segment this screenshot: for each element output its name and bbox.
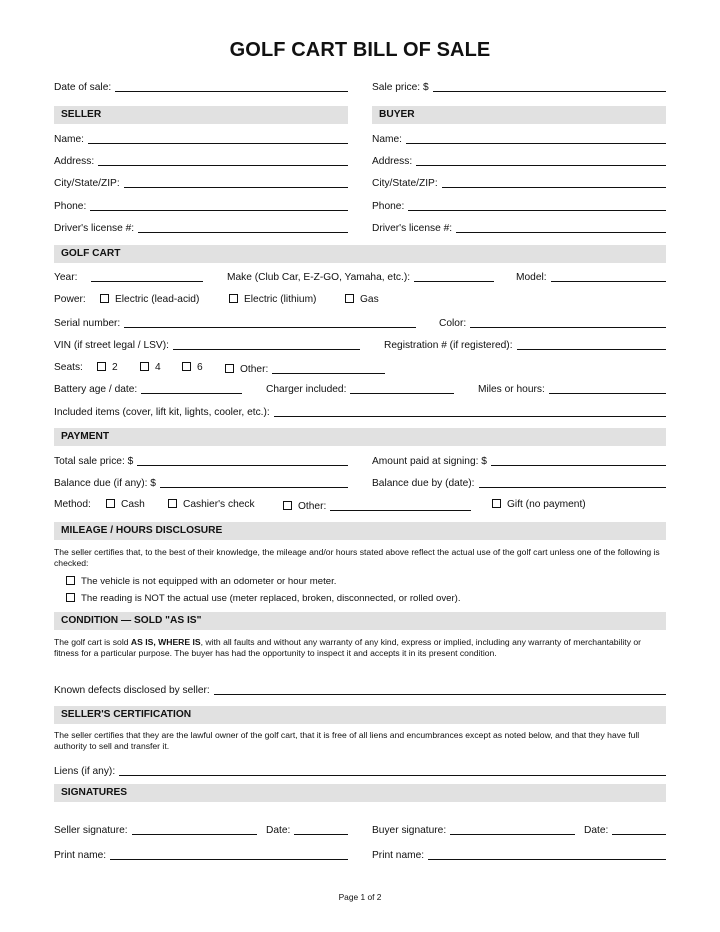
known-defects-field[interactable]: [54, 683, 666, 696]
method-cashiers-check-option[interactable]: [168, 499, 255, 510]
miles-line[interactable]: [549, 382, 666, 394]
condition-header: CONDITION — SOLD "AS IS": [54, 612, 666, 630]
buyer-name-label: Name:: [372, 134, 403, 145]
included-items-line[interactable]: [274, 405, 666, 417]
seller-signature-line[interactable]: [132, 823, 257, 835]
date-of-sale-label: Date of sale:: [54, 82, 112, 93]
method-other-line[interactable]: [330, 499, 471, 511]
seats-6-label: 6: [197, 362, 203, 373]
seller-license-label: Driver's license #:: [54, 223, 135, 234]
seller-phone-label: Phone:: [54, 201, 87, 212]
liens-row: [54, 764, 666, 780]
power-lithium-label: Electric (lithium): [244, 294, 317, 305]
method-cashiers-check-label: Cashier's check: [183, 499, 255, 510]
condition-text-a: The golf cart is sold: [54, 637, 131, 647]
miles-field[interactable]: [478, 382, 666, 395]
serial-color-row: [54, 316, 666, 332]
method-cashiers-check-checkbox[interactable]: [168, 499, 177, 508]
seats-row: [54, 362, 666, 378]
seats-option-4[interactable]: [140, 362, 161, 373]
included-items-field[interactable]: [54, 405, 666, 418]
method-other-label: Other:: [298, 501, 327, 512]
miles-label: Miles or hours:: [478, 384, 545, 395]
balance-due-by-label: Balance due by (date):: [372, 478, 475, 489]
included-row: [54, 405, 666, 421]
name-row: [54, 132, 666, 148]
model-field[interactable]: [516, 270, 666, 283]
seller-print-name-field[interactable]: [54, 848, 348, 861]
year-label: Year:: [54, 272, 78, 283]
year-line[interactable]: [91, 270, 203, 282]
seller-address-label: Address:: [54, 156, 95, 167]
seats-other-label: Other:: [240, 364, 269, 375]
registration-label: Registration # (if registered):: [384, 340, 513, 351]
amount-paid-line[interactable]: [491, 454, 666, 466]
seller-city-field[interactable]: [54, 176, 348, 189]
model-line[interactable]: [551, 270, 666, 282]
condition-statement: [54, 637, 666, 659]
balance-due-field[interactable]: [54, 476, 348, 489]
known-defects-label: Known defects disclosed by seller:: [54, 685, 210, 696]
mileage-option-1-row: [54, 576, 666, 589]
defects-row: [54, 683, 666, 699]
battery-row: [54, 382, 666, 398]
seller-print-name-line[interactable]: [110, 848, 348, 860]
sale-price-label: Sale price: $: [372, 82, 429, 93]
buyer-license-label: Driver's license #:: [372, 223, 453, 234]
color-label: Color:: [439, 318, 467, 329]
seller-license-line[interactable]: [138, 221, 348, 233]
vin-line[interactable]: [173, 338, 360, 350]
buyer-date-line[interactable]: [612, 823, 666, 835]
battery-age-field[interactable]: [54, 382, 242, 395]
date-of-sale-field[interactable]: [54, 80, 348, 93]
buyer-phone-label: Phone:: [372, 201, 405, 212]
seats-other-checkbox[interactable]: [225, 364, 234, 373]
power-lithium-checkbox[interactable]: [229, 294, 238, 303]
signatures-header: SIGNATURES: [54, 784, 666, 802]
as-is-emphasis: AS IS, WHERE IS: [130, 637, 201, 647]
seller-date-field[interactable]: [266, 823, 348, 836]
seats-option-2[interactable]: [97, 362, 118, 373]
amount-paid-label: Amount paid at signing: $: [372, 456, 487, 467]
print-name-row: [54, 848, 666, 864]
power-option-lead-acid[interactable]: [100, 294, 199, 305]
seller-address-line[interactable]: [98, 154, 348, 166]
seats-option-other[interactable]: [225, 362, 385, 375]
seller-phone-line[interactable]: [90, 199, 348, 211]
gift-label: Gift (no payment): [507, 499, 586, 510]
year-make-model-row: [54, 270, 666, 286]
known-defects-line[interactable]: [214, 683, 666, 695]
method-cash-label: Cash: [121, 499, 145, 510]
payment-header: PAYMENT: [54, 428, 666, 446]
seller-city-line[interactable]: [124, 176, 348, 188]
seats-2-checkbox[interactable]: [97, 362, 106, 371]
not-actual-use-option[interactable]: [66, 593, 461, 604]
method-cash-option[interactable]: [106, 499, 145, 510]
power-lead-acid-label: Electric (lead-acid): [115, 294, 200, 305]
power-option-gas[interactable]: [345, 294, 379, 305]
gift-checkbox[interactable]: [492, 499, 501, 508]
make-label: Make (Club Car, E-Z-GO, Yamaha, etc.):: [227, 272, 411, 283]
color-line[interactable]: [470, 316, 666, 328]
method-cash-checkbox[interactable]: [106, 499, 115, 508]
buyer-license-line[interactable]: [456, 221, 666, 233]
year-field[interactable]: [54, 270, 203, 283]
liens-label: Liens (if any):: [54, 766, 116, 777]
serial-number-field[interactable]: [54, 316, 416, 329]
sale-price-line[interactable]: [433, 80, 666, 92]
buyer-address-label: Address:: [372, 156, 413, 167]
seller-print-name-label: Print name:: [54, 850, 107, 861]
make-line[interactable]: [414, 270, 494, 282]
buyer-print-name-field[interactable]: [372, 848, 666, 861]
seller-license-field[interactable]: [54, 221, 348, 234]
power-option-lithium[interactable]: [229, 294, 316, 305]
not-actual-use-label: The reading is NOT the actual use (meter replaced, broken, disconnected, or rolled over).: [81, 593, 461, 604]
serial-number-line[interactable]: [124, 316, 416, 328]
serial-number-label: Serial number:: [54, 318, 121, 329]
total-price-line[interactable]: [137, 454, 348, 466]
total-price-label: Total sale price: $: [54, 456, 134, 467]
mileage-header: MILEAGE / HOURS DISCLOSURE: [54, 522, 666, 540]
buyer-signature-label: Buyer signature:: [372, 825, 447, 836]
buyer-signature-field[interactable]: [372, 823, 575, 836]
method-other-option[interactable]: [283, 499, 471, 512]
sale-price-field[interactable]: [372, 80, 666, 93]
golf-cart-header: GOLF CART: [54, 245, 666, 263]
battery-age-line[interactable]: [141, 382, 242, 394]
power-gas-checkbox[interactable]: [345, 294, 354, 303]
seats-label: Seats:: [54, 362, 83, 373]
seller-name-label: Name:: [54, 134, 85, 145]
vin-field[interactable]: [54, 338, 360, 351]
vin-label: VIN (if street legal / LSV):: [54, 340, 169, 351]
seats-other-line[interactable]: [272, 362, 385, 374]
page-title: GOLF CART BILL OF SALE: [229, 39, 491, 61]
amount-paid-field[interactable]: [372, 454, 666, 467]
seller-signature-label: Seller signature:: [54, 825, 128, 836]
method-other-checkbox[interactable]: [283, 501, 292, 510]
buyer-date-label: Date:: [584, 825, 609, 836]
buyer-city-field[interactable]: [372, 176, 666, 189]
charger-field[interactable]: [266, 382, 454, 395]
not-actual-use-checkbox[interactable]: [66, 593, 75, 602]
seats-4-checkbox[interactable]: [140, 362, 149, 371]
liens-field[interactable]: [54, 764, 666, 777]
buyer-signature-line[interactable]: [450, 823, 575, 835]
included-items-label: Included items (cover, lift kit, lights, cooler, etc.):: [54, 407, 270, 418]
buyer-name-line[interactable]: [406, 132, 666, 144]
buyer-header: BUYER: [372, 106, 666, 124]
seller-name-field[interactable]: [54, 132, 348, 145]
make-field[interactable]: [227, 270, 494, 283]
seller-signature-field[interactable]: [54, 823, 257, 836]
no-odometer-checkbox[interactable]: [66, 576, 75, 585]
balance-row: [54, 476, 666, 492]
seats-6-checkbox[interactable]: [182, 362, 191, 371]
seller-phone-field[interactable]: [54, 199, 348, 212]
buyer-address-line[interactable]: [416, 154, 666, 166]
mileage-option-2-row: [54, 593, 666, 606]
method-label: Method:: [54, 499, 91, 510]
seats-option-6[interactable]: [182, 362, 203, 373]
registration-line[interactable]: [517, 338, 666, 350]
balance-due-label: Balance due (if any): $: [54, 478, 156, 489]
buyer-address-field[interactable]: [372, 154, 666, 167]
bill-of-sale-page: [54, 0, 666, 932]
buyer-phone-line[interactable]: [408, 199, 666, 211]
registration-field[interactable]: [384, 338, 666, 351]
charger-line[interactable]: [350, 382, 454, 394]
seller-city-label: City/State/ZIP:: [54, 178, 120, 189]
license-row: [54, 221, 666, 237]
signature-row: [54, 823, 666, 839]
power-lead-acid-checkbox[interactable]: [100, 294, 109, 303]
balance-due-by-line[interactable]: [479, 476, 666, 488]
buyer-print-name-label: Print name:: [372, 850, 425, 861]
power-row: [54, 294, 666, 310]
seller-name-line[interactable]: [88, 132, 348, 144]
model-label: Model:: [516, 272, 547, 283]
seller-date-line[interactable]: [294, 823, 348, 835]
certification-statement: The seller certifies that they are the lawful owner of the golf cart, that it is free of all liens and encumbrances except as noted below, and that they have full authority to sell and transfer it.: [54, 730, 640, 751]
liens-line[interactable]: [119, 764, 666, 776]
city-row: [54, 176, 666, 192]
total-paid-row: [54, 454, 666, 470]
buyer-city-label: City/State/ZIP:: [372, 178, 438, 189]
power-gas-label: Gas: [360, 294, 379, 305]
buyer-print-name-line[interactable]: [428, 848, 666, 860]
balance-due-line[interactable]: [160, 476, 348, 488]
address-row: [54, 154, 666, 170]
gift-option[interactable]: [492, 499, 586, 510]
no-odometer-option[interactable]: [66, 576, 336, 587]
total-price-field[interactable]: [54, 454, 348, 467]
buyer-license-field[interactable]: [372, 221, 666, 234]
seller-address-field[interactable]: [54, 154, 348, 167]
charger-label: Charger included:: [266, 384, 347, 395]
power-label: Power:: [54, 294, 86, 305]
buyer-date-field[interactable]: [584, 823, 666, 836]
seats-4-label: 4: [155, 362, 161, 373]
no-odometer-label: The vehicle is not equipped with an odometer or hour meter.: [81, 576, 337, 587]
certification-header: SELLER'S CERTIFICATION: [54, 706, 666, 724]
method-row: [54, 499, 666, 515]
color-field[interactable]: [439, 316, 666, 329]
date-of-sale-line[interactable]: [115, 80, 348, 92]
buyer-name-field[interactable]: [372, 132, 666, 145]
balance-due-by-field[interactable]: [372, 476, 666, 489]
seller-header: SELLER: [54, 106, 348, 124]
buyer-phone-field[interactable]: [372, 199, 666, 212]
buyer-city-line[interactable]: [442, 176, 666, 188]
date-price-row: [54, 80, 666, 96]
seats-2-label: 2: [112, 362, 118, 373]
condition-text-b: , with all faults and without any warranty of any kind, express or implied, including any warranty of merchantability or fitness for a particular purpose. The buyer has had the opportunity to inspect it and accepts it in its present condition.: [54, 637, 642, 658]
vin-registration-row: [54, 338, 666, 354]
mileage-statement: The seller certifies that, to the best of their knowledge, the mileage and/or hours stated above reflect the actual use of the golf cart unless one of the following is checked:: [54, 547, 660, 568]
phone-row: [54, 199, 666, 215]
battery-age-label: Battery age / date:: [54, 384, 138, 395]
seller-date-label: Date:: [266, 825, 291, 836]
page-number: Page 1 of 2: [338, 892, 382, 902]
